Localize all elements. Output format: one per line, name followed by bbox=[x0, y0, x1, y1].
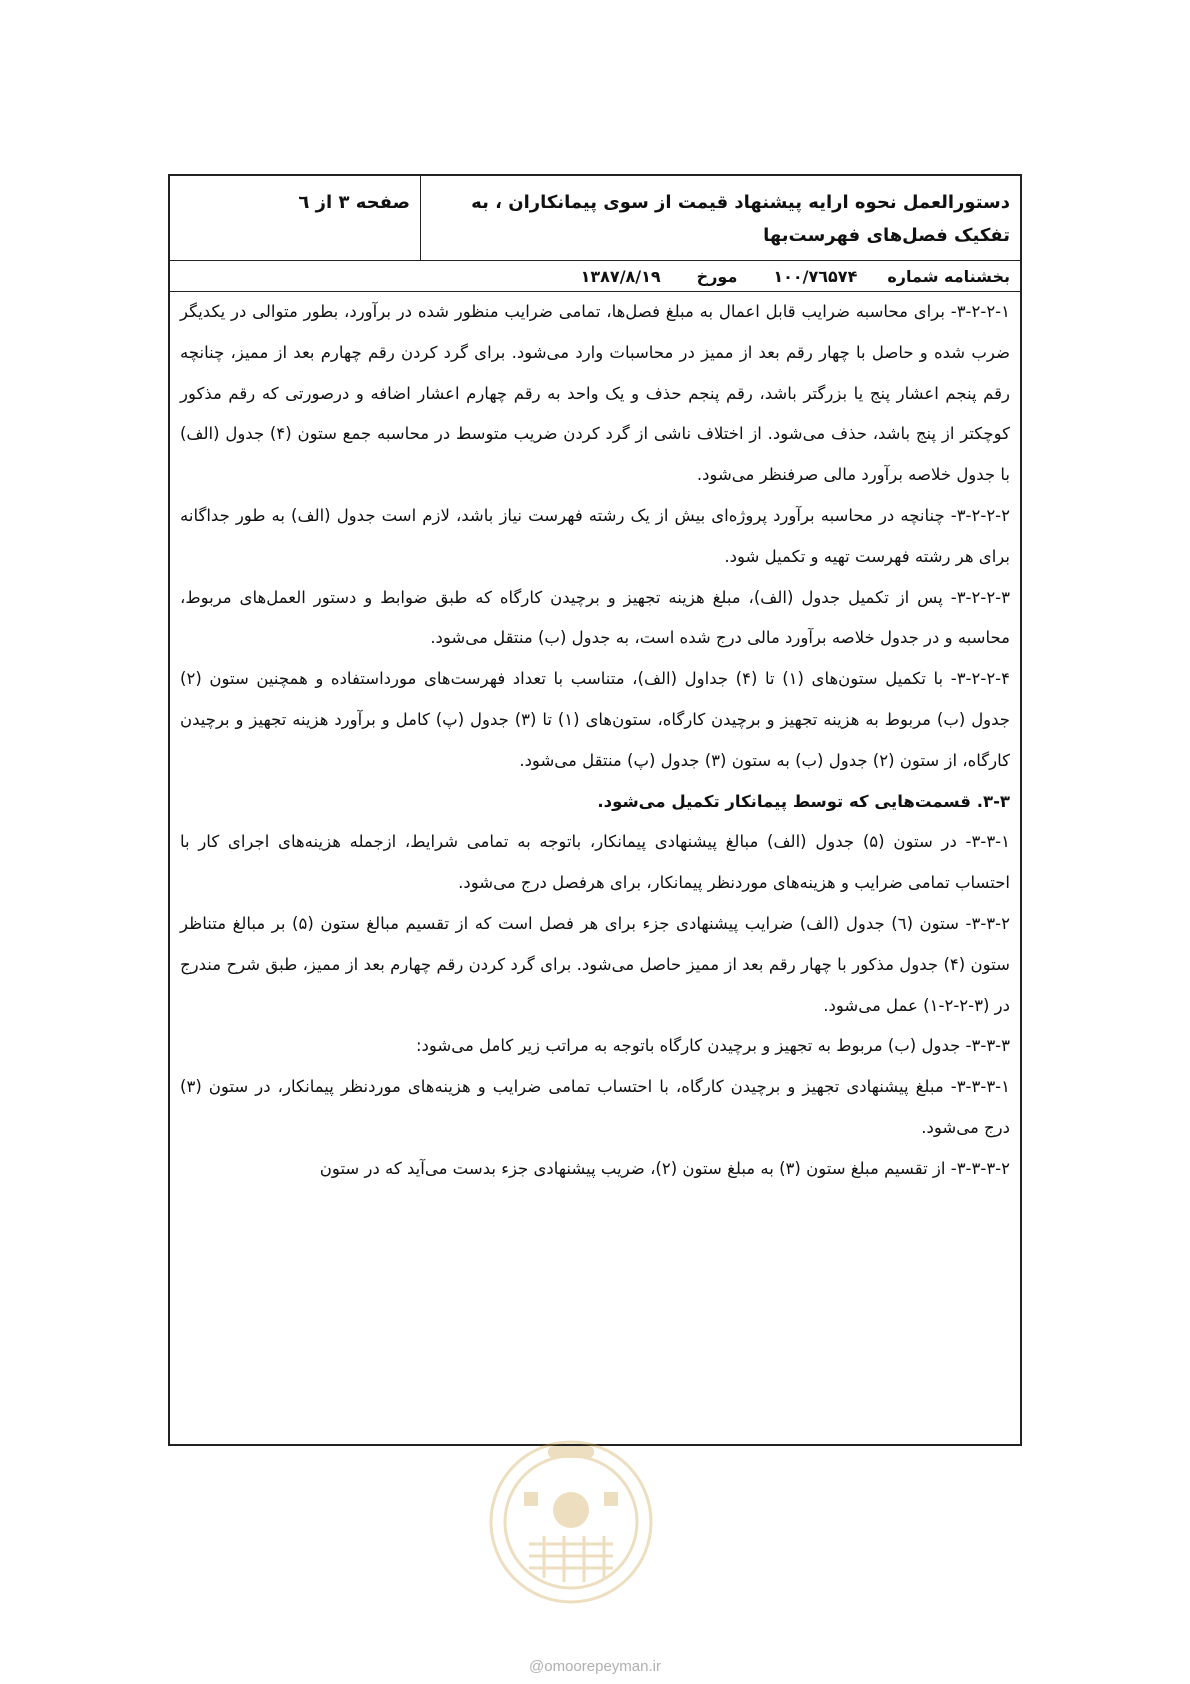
paragraph: ۳-۲-۲-۴- با تکمیل ستون‌های (۱) تا (۴) جداول (الف)، متناسب با تعداد فهرست‌های مورداستفاده و همچنین ستون (۲) جدول (ب) مربوط به هزینه تجهیز و برچیدن کارگاه، ستون‌های (۱) تا (۳) جدول (پ) کامل و برآورد هزینه تجهیز و برچیدن کارگاه، از ستون (۲) جدول (ب) به ستون (۳) جدول (پ) منتقل می‌شود. bbox=[180, 669, 1011, 770]
circular-number: ۱۰۰/۷٦۵۷۴ bbox=[773, 266, 858, 286]
paragraph: ۳-۳-۳-۲- از تقسیم مبلغ ستون (۳) به مبلغ ستون (۲)، ضریب پیشنهادی جزء بدست می‌آید که در ستون bbox=[319, 1158, 1010, 1178]
company-stamp-logo bbox=[484, 1418, 658, 1626]
page-number: صفحه ۳ از ٦ bbox=[298, 192, 410, 213]
header-row bbox=[170, 176, 1020, 261]
paragraph: ۳-۳-۲- ستون (٦) جدول (الف) ضرایب پیشنهادی جزء برای هر فصل است که از تقسیم مبالغ ستون (۵) بر مبالغ متناظر ستون (۴) جدول مذکور با چهار رقم بعد از ممیز حاصل می‌شود. برای گرد کردن رقم چهارم بعد از ممیز، طبق شرح مندرج در (۳-۲-۲-۱) عمل می‌شود. bbox=[180, 913, 1010, 1015]
paragraph: ۳-۳-۳- جدول (ب) مربوط به تجهیز و برچیدن کارگاه باتوجه به مراتب زیر کامل می‌شود: bbox=[415, 1036, 1010, 1056]
circular-date: ۱۳۸۷/۸/۱۹ bbox=[580, 266, 661, 286]
circular-date-label: مورخ bbox=[696, 266, 738, 286]
circular-number-label: بخشنامه شماره bbox=[887, 266, 1010, 286]
circular-row bbox=[170, 261, 1020, 292]
document-body bbox=[170, 292, 1020, 1442]
section-heading: ۳-۳. قسمت‌هایی که توسط پیمانکار تکمیل می‌شود. bbox=[597, 791, 1010, 811]
document-title: دستورالعمل نحوه ارایه پیشنهاد قیمت از سوی پیمانکاران ، به تفکیک فصل‌های فهرست‌بها bbox=[420, 176, 1020, 260]
paragraph: ۳-۲-۲-۳- پس از تکمیل جدول (الف)، مبلغ هزینه تجهیز و برچیدن کارگاه که طبق ضوابط و دستور العمل‌های مربوط، محاسبه و در جدول خلاصه برآورد مالی درج شده است، به جدول (ب) منتقل می‌شود. bbox=[180, 587, 1010, 648]
paragraph: ۳-۲-۲-۲- چنانچه در محاسبه برآورد پروژه‌ای بیش از یک رشته فهرست نیاز باشد، لازم است جدول (الف) به طور جداگانه برای هر رشته فهرست تهیه و تکمیل شود. bbox=[180, 505, 1010, 566]
paragraph: ۳-۳-۱- در ستون (۵) جدول (الف) مبالغ پیشنهادی پیمانکار، باتوجه به تمامی شرایط، ازجمله هزینه‌های اجرای کار با احتساب تمامی ضرایب و هزینه‌های موردنظر پیمانکار، برای هرفصل درج می‌شود. bbox=[180, 832, 1010, 893]
document-frame bbox=[168, 174, 1022, 1446]
paragraph: ۳-۳-۳-۱- مبلغ پیشنهادی تجهیز و برچیدن کارگاه، با احتساب تمامی ضرایب و هزینه‌های موردنظر پیمانکار، در ستون (۳) درج می‌شود. bbox=[180, 1077, 1010, 1137]
paragraph: ۳-۲-۲-۱- برای محاسبه ضرایب قابل اعمال به مبلغ فصل‌ها، تمامی ضرایب منظور شده در برآورد، بطور متوالی در یکدیگر ضرب شده و حاصل با چهار رقم بعد از ممیز در محاسبات وارد می‌شود. برای گرد کردن رقم چهارم بعد از ممیز، چنانچه رقم پنجم اعشار پنج یا بزرگتر باشد، رقم پنجم حذف و یک واحد به رقم چهارم اعشار اضافه و درصورتی که رقم مذکور کوچکتر از پنج باشد، حذف می‌شود. از اختلاف ناشی از گرد کردن ضریب متوسط در محاسبه جمع ستون (۴) جدول (الف) با جدول خلاصه برآورد مالی صرفنظر می‌شود. bbox=[180, 302, 1010, 485]
website-footer: @omoorepeyman.ir bbox=[529, 1658, 661, 1675]
